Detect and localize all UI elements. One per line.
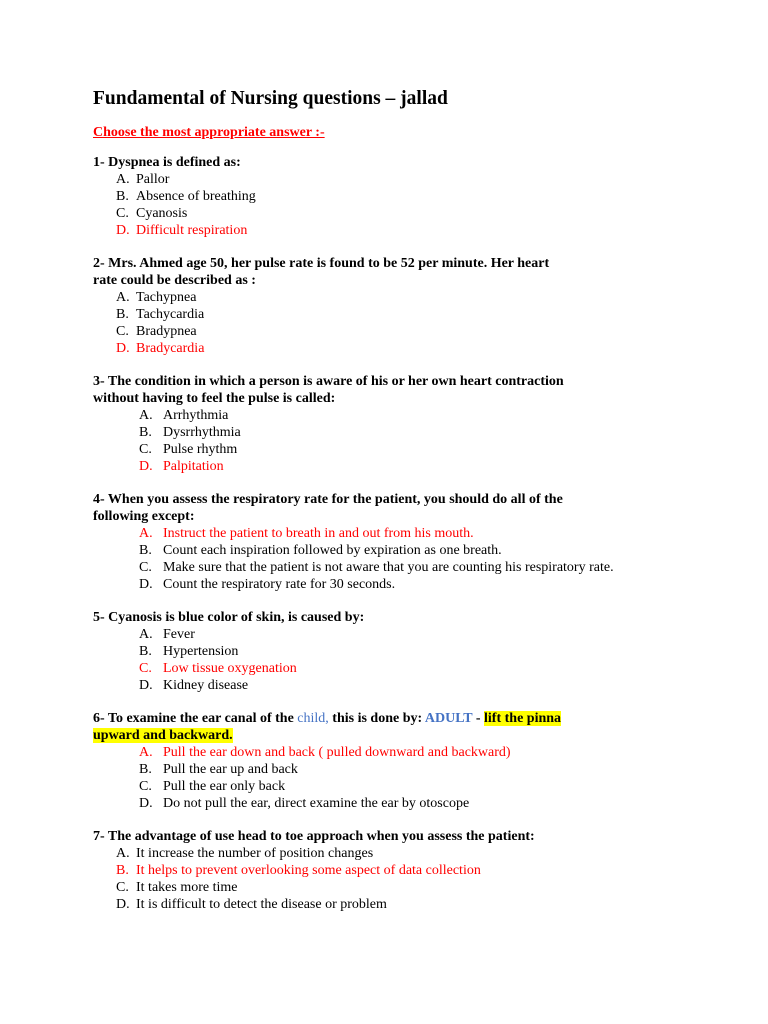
question-5 (93, 609, 733, 694)
question-text: 4- When you assess the respiratory rate for the patient, you should do all of the following except: (93, 492, 563, 524)
option-c: C. Cyanosis (116, 206, 188, 221)
option-d-correct: D. Difficult respiration (116, 223, 248, 238)
options-list (93, 744, 733, 812)
option-c: C. Bradypnea (116, 324, 197, 339)
question-text: 5- Cyanosis is blue color of skin, is caused by: (93, 610, 365, 625)
option-a: A. Tachypnea (116, 290, 197, 305)
child-note: child, (297, 711, 329, 726)
option-a: A. Fever (139, 627, 195, 642)
question-4 (93, 491, 733, 593)
option-b-correct: B. It helps to prevent overlooking some aspect of data collection (116, 863, 481, 878)
question-text: 2- Mrs. Ahmed age 50, her pulse rate is found to be 52 per minute. Her heart rate could be described as : (93, 256, 550, 288)
adult-note: ADULT (424, 711, 473, 726)
highlighted-note: lift the pinna (484, 711, 562, 726)
question-6 (93, 710, 733, 812)
question-2 (93, 255, 733, 357)
option-d: D. Count the respiratory rate for 30 seconds. (139, 577, 396, 592)
option-a-correct: A. Instruct the patient to breath in and out from his mouth. (139, 526, 474, 541)
option-d: D. It is difficult to detect the disease or problem (116, 897, 387, 912)
question-text: 1- Dyspnea is defined as: (93, 155, 241, 170)
option-a: A. Arrhythmia (139, 408, 229, 423)
document-page (93, 86, 733, 929)
option-b: B. Pull the ear up and back (139, 762, 298, 777)
options-list (93, 407, 733, 475)
option-a: A. It increase the number of position changes (116, 846, 374, 861)
option-a: A. Pallor (116, 172, 170, 187)
option-b: B. Tachycardia (116, 307, 205, 322)
options-list (93, 845, 733, 913)
option-c: C. It takes more time (116, 880, 238, 895)
option-d: D. Kidney disease (139, 678, 249, 693)
option-d-correct: D. Bradycardia (116, 341, 205, 356)
document-title: Fundamental of Nursing questions – jallad (93, 88, 448, 109)
instruction-text: Choose the most appropriate answer :- (93, 125, 325, 140)
question-7 (93, 828, 733, 913)
option-b: B. Count each inspiration followed by expiration as one breath. (139, 543, 502, 558)
question-3 (93, 373, 733, 475)
option-b: B. Dysrrhythmia (139, 425, 241, 440)
options-list (93, 289, 733, 357)
question-text: 7- The advantage of use head to toe approach when you assess the patient: (93, 829, 535, 844)
question-1 (93, 154, 733, 239)
option-b: B. Hypertension (139, 644, 239, 659)
option-c: C. Pull the ear only back (139, 779, 286, 794)
option-c-correct: C. Low tissue oxygenation (139, 661, 297, 676)
options-list (93, 626, 733, 694)
option-a-correct: A. Pull the ear down and back ( pulled downward and backward) (139, 745, 511, 760)
highlighted-note: upward and backward. (93, 728, 233, 743)
options-list (93, 171, 733, 239)
option-d: D. Do not pull the ear, direct examine the ear by otoscope (139, 796, 470, 811)
question-text: 3- The condition in which a person is aware of his or her own heart contraction without having to feel the pulse is called: (93, 374, 564, 406)
option-d-correct: D. Palpitation (139, 459, 224, 474)
question-text: 6- To examine the ear canal of the child, this is done by: ADULT - lift the pinna upward and backward. (93, 711, 562, 743)
options-list (93, 525, 733, 593)
option-c: C. Make sure that the patient is not aware that you are counting his respiratory rate. (139, 560, 614, 575)
option-b: B. Absence of breathing (116, 189, 256, 204)
option-c: C. Pulse rhythm (139, 442, 238, 457)
